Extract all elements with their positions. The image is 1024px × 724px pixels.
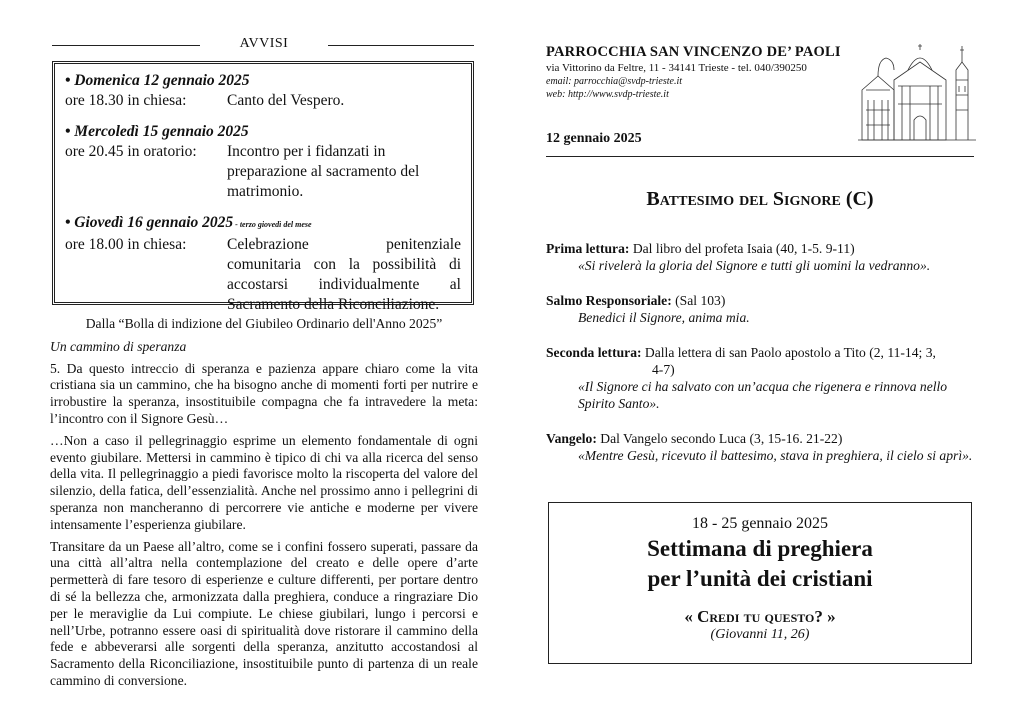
bulletin-date: 12 gennaio 2025 — [546, 131, 642, 146]
left-column — [50, 0, 478, 724]
reading-source: Dalla lettera di san Paolo apostolo a Tito (2, 11-14; 3, — [641, 345, 936, 360]
reading-label: Vangelo: — [546, 431, 597, 446]
divider — [328, 45, 474, 46]
event-desc: Incontro per i fidanzati in preparazione al sacramento del matrimonio. — [227, 143, 420, 200]
bolla-subtitle: Un cammino di speranza — [50, 338, 187, 354]
parish-name: PARROCCHIA SAN VINCENZO DE’ PAOLI — [546, 44, 841, 60]
reading-item — [546, 344, 974, 412]
week-title-line2: per l’unità dei cristiani — [647, 566, 873, 591]
bolla-paragraph: …Non a caso il pellegrinaggio esprime un elemento fondamentale di ogni evento giubilare. Mettersi in cammino è tipico di chi va alla ricerca del senso della vita. Il pellegrinaggio a piedi favorisce molto la riscoperta del valore del silenzio, della fatica, dell’essenzialità. Anche nel prossimo anno i pellegrini di speranza non mancheranno di percorrere vie antiche e moderne per vivere intensamente l’esperienza giubilare. — [50, 432, 478, 532]
reading-label: Seconda lettura: — [546, 345, 642, 360]
avvisi-header — [50, 34, 478, 56]
event-time: ore 18.00 in chiesa: — [65, 236, 187, 253]
week-title-line1: Settimana di preghiera — [647, 536, 873, 561]
reading-source: (Sal 103) — [671, 293, 726, 308]
reading-source: Dal libro del profeta Isaia (40, 1-5. 9-11) — [629, 241, 855, 256]
parish-email: email: parrocchia@svdp-trieste.it — [546, 76, 683, 87]
week-motto: « Credi tu questo? » — [684, 607, 836, 626]
event-desc: Canto del Vespero. — [227, 92, 345, 109]
event-day: • Giovedì 16 gennaio 2025 — [65, 214, 234, 231]
event-desc: Celebrazione penitenziale comunitaria con la possibilità di accostarsi individualmente al Sacramento della Riconciliazione. — [227, 236, 461, 313]
bolla-paragraph: 5. Da questo intreccio di speranza e pazienza appare chiaro come la vita cristiana sia un cammino, che ha bisogno anche di momenti forti per nutrire e irrobustire la speranza, insostituibile compagna che fa intravedere la meta: l’incontro con il Signore Gesù… — [50, 360, 478, 426]
reading-quote: «Mentre Gesù, ricevuto il battesimo, stava in preghiera, il cielo si aprì». — [578, 448, 973, 463]
unity-week-box — [548, 502, 972, 664]
reading-source-cont: 4-7) — [652, 362, 675, 377]
reading-item — [546, 430, 974, 464]
reading-quote: «Si rivelerà la gloria del Signore e tutti gli uomini la vedranno». — [578, 258, 931, 273]
right-column — [546, 0, 974, 724]
event-item — [65, 213, 461, 315]
reading-label: Prima lettura: — [546, 241, 630, 256]
bolla-title: Dalla “Bolla di indizione del Giubileo Ordinario dell'Anno 2025” — [85, 316, 443, 331]
reading-item — [546, 240, 974, 274]
reading-label: Salmo Responsoriale: — [546, 293, 672, 308]
reading-item — [546, 292, 974, 326]
bolla-excerpt — [50, 316, 478, 695]
week-dates: 18 - 25 gennaio 2025 — [692, 515, 828, 532]
church-illustration — [858, 40, 976, 144]
avvisi-title: AVVISI — [239, 36, 289, 51]
event-note: - terzo giovedì del mese — [233, 220, 312, 229]
divider — [546, 156, 974, 157]
event-item — [65, 71, 461, 111]
week-reference: (Giovanni 11, 26) — [710, 627, 810, 642]
avvisi-box — [52, 61, 474, 313]
event-time: ore 18.30 in chiesa: — [65, 92, 187, 109]
event-item — [65, 122, 461, 202]
event-time: ore 20.45 in oratorio: — [65, 143, 197, 160]
parish-contacts — [546, 62, 807, 101]
event-day: • Mercoledì 15 gennaio 2025 — [65, 123, 249, 140]
divider — [52, 45, 200, 46]
event-day: • Domenica 12 gennaio 2025 — [65, 72, 250, 89]
reading-quote: Benedici il Signore, anima mia. — [578, 310, 750, 325]
parish-address: via Vittorino da Feltre, 11 - 34141 Trieste - tel. 040/390250 — [546, 62, 807, 74]
bolla-paragraph: Transitare da un Paese all’altro, come se i confini fossero superati, passare da una città all’altra nella contemplazione del creato e delle opere d’arte permetterà di fare tesoro di esperienze e culture differenti, per portare dentro di sé la bellezza che, armonizzata dalla preghiera, conduce a ringraziare Dio per le meraviglie da Lui compiute. Le chiese giubilari, lungo i percorsi e nell’Urbe, potranno essere oasi di spiritualità dove ristorare il cammino della fede e abbeverarsi alle sorgenti della speranza, anzitutto accostandosi al Sacramento della Riconciliazione, insostituibile punto di partenza di un reale cammino di conversione. — [50, 538, 478, 688]
feast-title: Battesimo del Signore (C) — [646, 188, 874, 210]
parish-web: web: http://www.svdp-trieste.it — [546, 89, 669, 100]
reading-quote: «Il Signore ci ha salvato con un’acqua che rigenera e rinnova nello Spirito Santo». — [578, 379, 948, 411]
reading-source: Dal Vangelo secondo Luca (3, 15-16. 21-22) — [596, 431, 843, 446]
